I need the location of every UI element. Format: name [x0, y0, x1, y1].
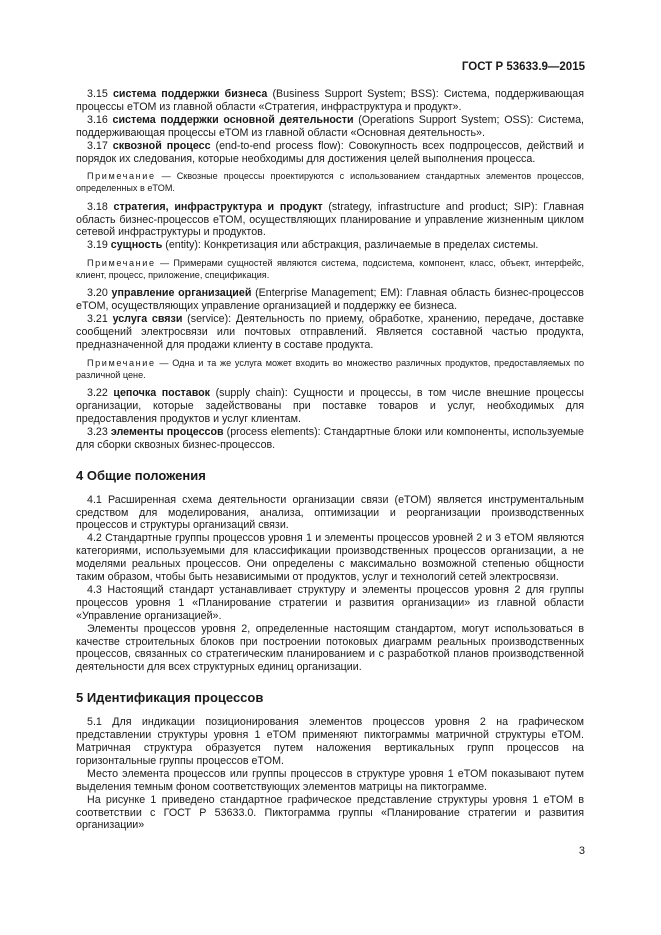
paragraph-4-1: 4.1 Расширенная схема деятельности организации связи (eTOM) является инструментальным средством для моделирования, анализа, оптимизации и реорганизации производственных процессов и структуры организаций связи.	[76, 493, 584, 532]
term-3-20: 3.20 управление организацией (Enterprise Management; EM): Главная область бизнес-процессов eTOM, осуществляющих управление организацией и поддержку ее бизнеса.	[76, 287, 584, 313]
note-1: Примечание — Сквозные процессы проектируются с использованием стандартных элементов процессов, определенных в eTOM.	[76, 171, 584, 194]
term-3-18: 3.18 стратегия, инфраструктура и продукт (strategy, infrastructure and product; SIP): Главная область бизнес-процессов eTOM, осуществляющих планирование и управление жизненным циклом сетевой инфраструктуры и продуктов.	[76, 200, 584, 239]
paragraph-4-2: 4.2 Стандартные группы процессов уровня 1 и элементы процессов уровней 2 и 3 eTOM являются категориями, используемыми для классификации производственных процессов организации, а не моделями реальных процессов. Они определены с максимально возможной степенью общности таким образом, чтобы быть независимыми от продуктов, услуг и технологий сетей электросвязи.	[76, 532, 584, 584]
term-3-23: 3.23 элементы процессов (process elements): Стандартные блоки или компоненты, используемые для сборки сквозных бизнес-процессов.	[76, 425, 584, 451]
page-number: 3	[578, 845, 585, 857]
note-3: Примечание — Одна и та же услуга может входить во множество различных продуктов, предоставляемых по различной цене.	[76, 357, 584, 380]
paragraph-4-3: 4.3 Настоящий стандарт устанавливает структуру и элементы процессов уровня 2 для группы процессов уровня 1 «Планирование стратегии и развития организации» из главной области «Управление организацией».	[76, 583, 584, 622]
section-4-title: 4 Общие положения	[76, 467, 206, 483]
term-3-15: 3.15 система поддержки бизнеса (Business Support System; BSS): Система, поддерживающая процессы eTOM из главной области «Стратегия, инфраструктура и продукт».	[76, 88, 584, 113]
section-5-title: 5 Идентификация процессов	[76, 690, 264, 706]
paragraph-5-1-figure-ref: На рисунке 1 приведено стандартное графическое представление структуры уровня 1 eTOM в соответствии с ГОСТ Р 53633.0. Пиктограмма группы «Планирование стратегии и развития организации»	[76, 793, 584, 832]
term-3-21: 3.21 услуга связи (service): Деятельность по приему, обработке, хранению, передаче, доставке сообщений электросвязи или почтовых отправлений. Является составной частью продукта, предназначенной для продажи клиенту в составе продукта.	[76, 313, 584, 352]
paragraph-5-1-cont: Место элемента процессов или группы процессов в структуре уровня 1 eTOM показывают путем выделения темным фоном соответствующих элементов матрицы на пиктограмме.	[76, 767, 584, 793]
term-3-19: 3.19 сущность (entity): Конкретизация или абстракция, различаемые в пределах системы.	[87, 239, 539, 252]
document-header: ГОСТ Р 53633.9—2015	[461, 61, 585, 73]
term-3-17: 3.17 сквозной процесс (end-to-end process flow): Совокупность всех подпроцессов, действий и порядок их следования, которые необходимы для достижения целей выполнения процесса.	[76, 139, 584, 165]
paragraph-4-3-cont: Элементы процессов уровня 2, определенные настоящим стандартом, могут использоваться в качестве строительных блоков при построении потоковых диаграмм реальных производственных процессов, связанных со стратегическим планированием и с разработкой планов производственной деятельности для всех структурных единиц организации.	[76, 622, 584, 674]
note-2: Примечание — Примерами сущностей являются система, подсистема, компонент, класс, объект, интерфейс, клиент, процесс, приложение, спецификация.	[76, 258, 584, 280]
term-3-22: 3.22 цепочка поставок (supply chain): Сущности и процессы, в том числе внешние процессы организации, которые задействованы при поставке товаров и услуг, необходимых для предоставления продуктов и услуг клиентам.	[76, 387, 584, 425]
term-3-16: 3.16 система поддержки основной деятельности (Operations Support System; OSS): Система, поддерживающая процессы eTOM из главной области «Основная деятельность».	[76, 113, 584, 139]
paragraph-5-1: 5.1 Для индикации позиционирования элементов процессов уровня 2 на графическом представлении структуры уровня 1 eTOM применяют пиктограммы матричной структуры eTOM. Матричная структура образуется путем наложения вертикальных групп процессов на горизонтальные группы процессов eTOM.	[76, 716, 584, 767]
page-body	[76, 88, 584, 832]
